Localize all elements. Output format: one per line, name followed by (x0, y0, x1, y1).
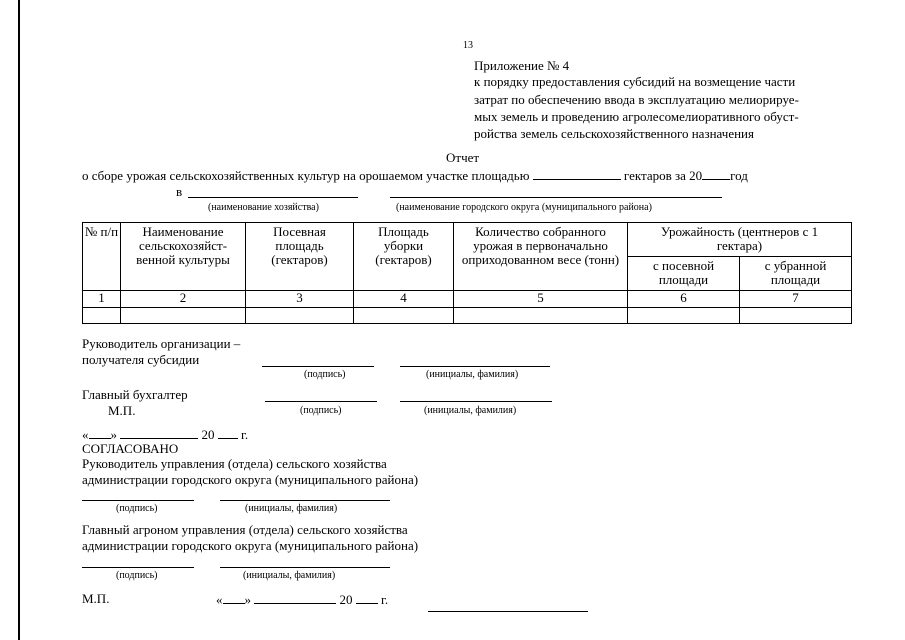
appendix-title: Приложение № 4 (474, 58, 570, 73)
header-yield-sown: с посевной площади (628, 257, 740, 291)
header-crop-name: Наименование сельскохозяйст- венной культуры (121, 223, 246, 291)
head-dept-caption-signature: (подпись) (116, 503, 158, 514)
report-subtitle (82, 167, 748, 184)
column-number-6: 6 (628, 291, 740, 308)
report-table (82, 222, 852, 324)
head-dept-line1: Руководитель управления (отдела) сельского хозяйства (82, 456, 387, 471)
date-line-1: « » 20 г. (82, 427, 249, 442)
head-org-initials-line (400, 366, 550, 367)
accountant-caption-signature: (подпись) (300, 405, 342, 416)
accountant-caption-initials: (инициалы, фамилия) (424, 405, 517, 416)
column-number-1: 1 (83, 291, 121, 308)
day-blank (89, 426, 111, 439)
year-blank (218, 426, 238, 439)
appendix-line-1: к порядку предоставления субсидий на возмещение части (474, 74, 796, 89)
header-yield-group: Урожайность (центнеров с 1 гектара) (628, 223, 852, 257)
header-sown-area: Посевная площадь (гектаров) (246, 223, 354, 291)
head-dept-line2: администрации городского округа (муниципального района) (82, 472, 419, 487)
agronomist-initials-line (220, 567, 390, 568)
head-dept-initials-line (220, 500, 390, 501)
month-blank (120, 426, 198, 439)
report-subtitle-year: год (730, 168, 748, 183)
header-number: № п/п (83, 223, 121, 291)
head-org-caption-signature: (подпись) (304, 369, 346, 380)
report-subtitle-hectares: гектаров за 20 (623, 168, 703, 183)
farm-name-line (188, 197, 358, 198)
empty-cell (83, 308, 121, 324)
month-blank (254, 591, 336, 604)
stamp-label-2: М.П. (82, 591, 110, 606)
header-harvest-area: Площадь уборки (гектаров) (354, 223, 454, 291)
page-edge-line (18, 0, 20, 640)
header-yield-harvested: с убранной площади (740, 257, 852, 291)
appendix-line-4: ройства земель сельскохозяйственного назначения (474, 126, 754, 141)
chief-agronomist-line2: администрации городского округа (муниципального района) (82, 538, 419, 553)
empty-cell (628, 308, 740, 324)
empty-cell (740, 308, 852, 324)
report-title: Отчет (446, 150, 480, 165)
column-number-7: 7 (740, 291, 852, 308)
appendix-line-2: затрат по обеспечению ввода в эксплуатацию мелиорируе- (474, 92, 799, 107)
final-signature-line (428, 611, 588, 612)
empty-cell (246, 308, 354, 324)
year-blank (702, 167, 730, 180)
chief-accountant-label: Главный бухгалтер (82, 387, 188, 402)
accountant-signature-line (265, 401, 377, 402)
head-org-caption-initials: (инициалы, фамилия) (426, 369, 519, 380)
header-harvest-quantity: Количество собранного урожая в первоначально оприходованном весе (тонн) (454, 223, 628, 291)
column-number-3: 3 (246, 291, 354, 308)
empty-cell (454, 308, 628, 324)
head-dept-caption-initials: (инициалы, фамилия) (245, 503, 338, 514)
caption-farm: (наименование хозяйства) (208, 202, 319, 213)
date-line-2: « » 20 г. (216, 592, 389, 607)
stamp-label-1: М.П. (108, 403, 136, 418)
empty-cell (354, 308, 454, 324)
appendix-line-3: мых земель и проведению агролесомелиоративного обуст- (474, 109, 799, 124)
empty-cell (121, 308, 246, 324)
agreed-label: СОГЛАСОВАНО (82, 441, 179, 456)
area-blank (533, 167, 621, 180)
accountant-initials-line (400, 401, 552, 402)
caption-district: (наименование городского округа (муниципального района) (396, 202, 652, 213)
agronomist-signature-line (82, 567, 194, 568)
page-number: 13 (463, 40, 473, 51)
report-subtitle-start: о сборе урожая сельскохозяйственных культур на орошаемом участке площадью (82, 168, 530, 183)
day-blank (223, 591, 245, 604)
agronomist-caption-signature: (подпись) (116, 570, 158, 581)
head-org-signature-line (262, 366, 374, 367)
year-blank (356, 591, 378, 604)
district-name-line (390, 197, 722, 198)
column-number-5: 5 (454, 291, 628, 308)
chief-agronomist-line1: Главный агроном управления (отдела) сельского хозяйства (82, 522, 408, 537)
head-org-line2: получателя субсидии (82, 352, 200, 367)
column-number-4: 4 (354, 291, 454, 308)
in-label: в (176, 184, 183, 199)
head-org-line1: Руководитель организации – (82, 336, 241, 351)
agronomist-caption-initials: (инициалы, фамилия) (243, 570, 336, 581)
column-number-2: 2 (121, 291, 246, 308)
table-row (83, 308, 852, 324)
head-dept-signature-line (82, 500, 194, 501)
